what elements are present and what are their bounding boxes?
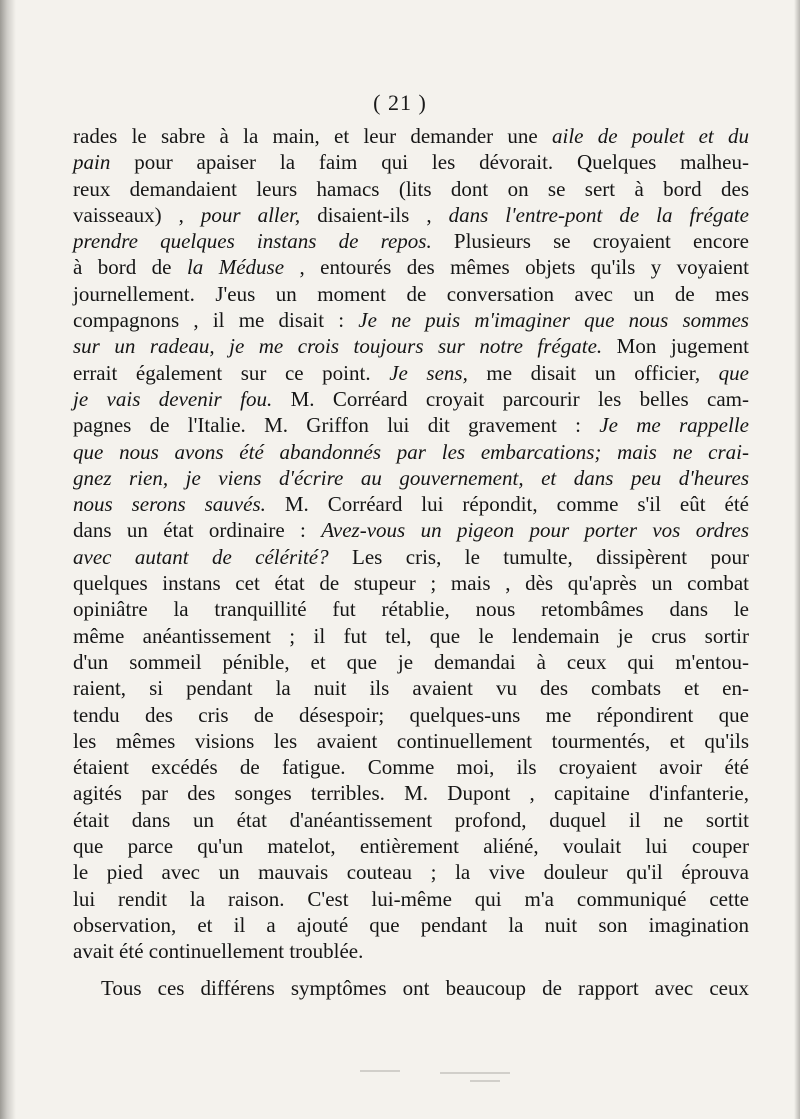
text-line bbox=[73, 833, 749, 859]
text-segment: tendu des cris de désespoir; quelques-uns me répondirent que bbox=[73, 702, 749, 727]
text-segment: me disait un officier, bbox=[467, 360, 719, 385]
text-segment: d'un sommeil pénible, et que je demandai à ceux qui m'entou- bbox=[73, 649, 749, 674]
text-segment: était dans un état d'anéantissement profond, duquel il ne sortit bbox=[73, 807, 749, 832]
text-segment: que parce qu'un matelot, entièrement aliéné, voulait lui couper bbox=[73, 834, 749, 859]
italic-text-segment: Avez-vous un pigeon pour porter vos ordres bbox=[321, 518, 749, 543]
text-segment: à bord de bbox=[73, 255, 187, 280]
text-line bbox=[73, 412, 749, 438]
page-number: ( 21 ) bbox=[373, 90, 427, 115]
text-line bbox=[73, 202, 749, 228]
text-line bbox=[73, 439, 749, 465]
text-segment: pagnes de l'Italie. M. Griffon lui dit gravement : bbox=[73, 413, 600, 438]
text-segment: Mon jugement bbox=[602, 334, 749, 359]
text-line bbox=[73, 728, 749, 754]
text-segment: observation, et il a ajouté que pendant la nuit son imagination bbox=[73, 912, 749, 937]
text-line bbox=[73, 702, 749, 728]
text-segment: journellement. J'eus un moment de conversation avec un de mes bbox=[73, 281, 749, 306]
text-line bbox=[73, 623, 749, 649]
text-segment: , entourés des mêmes objets qu'ils y voyaient bbox=[284, 255, 749, 280]
text-line bbox=[73, 912, 749, 938]
text-segment: même anéantissement ; il fut tel, que le lendemain je crus sortir bbox=[73, 623, 749, 648]
text-segment: pour apaiser la faim qui les dévorait. Quelques malheu- bbox=[110, 150, 749, 175]
text-segment: opiniâtre la tranquillité fut rétablie, nous retombâmes dans le bbox=[73, 597, 749, 622]
text-segment: Plusieurs se croyaient encore bbox=[431, 229, 749, 254]
italic-text-segment: Je ne puis m'imaginer que nous sommes bbox=[358, 308, 749, 333]
text-segment: raient, si pendant la nuit ils avaient vu des combats et en- bbox=[73, 676, 749, 701]
text-segment: dans un état ordinaire : bbox=[73, 518, 322, 543]
italic-text-segment: sur un radeau, je me crois toujours sur notre frégate. bbox=[73, 334, 603, 359]
text-line bbox=[73, 281, 749, 307]
text-line bbox=[73, 780, 749, 806]
text-segment: compagnons , il me disait : bbox=[73, 308, 359, 333]
bleed-through-marks bbox=[300, 1062, 560, 1092]
text-line bbox=[73, 176, 749, 202]
text-segment: errait également sur ce point. bbox=[73, 360, 390, 385]
text-line bbox=[73, 754, 749, 780]
text-line bbox=[73, 570, 749, 596]
text-segment: M. Corréard lui répondit, comme s'il eût été bbox=[265, 492, 749, 517]
text-line bbox=[73, 675, 749, 701]
italic-text-segment: la Méduse bbox=[186, 255, 285, 280]
text-segment: rades le sabre à la main, et leur demander une bbox=[73, 124, 552, 148]
italic-text-segment: aile de poulet et du bbox=[552, 124, 749, 148]
italic-text-segment: gnez rien, je viens d'écrire au gouvernement, et dans peu d'heures bbox=[73, 465, 749, 490]
text-segment: agités par des songes terribles. M. Dupont , capitaine d'infanterie, bbox=[73, 781, 749, 806]
italic-text-segment: pain bbox=[73, 150, 111, 175]
text-line bbox=[73, 465, 749, 491]
text-line bbox=[73, 807, 749, 833]
text-segment: reux demandaient leurs hamacs (lits dont on se sert à bord des bbox=[73, 176, 749, 201]
italic-text-segment: Je me rappelle bbox=[599, 413, 749, 438]
text-line bbox=[73, 307, 749, 333]
italic-text-segment: nous serons sauvés. bbox=[73, 492, 266, 517]
text-line bbox=[73, 360, 749, 386]
italic-text-segment: avec autant de célérité? bbox=[73, 544, 329, 569]
text-line bbox=[73, 491, 749, 517]
text-line bbox=[73, 386, 749, 412]
italic-text-segment: je vais devenir fou. bbox=[73, 386, 273, 411]
page-binding-shadow bbox=[0, 0, 16, 1119]
text-line bbox=[73, 123, 749, 149]
text-segment: lui rendit la raison. C'est lui-même qui m'a communiqué cette bbox=[73, 886, 749, 911]
text-segment: avait été continuellement troublée. bbox=[73, 939, 364, 964]
page-edge-shadow bbox=[794, 0, 800, 1119]
italic-text-segment: dans l'entre-pont de la frégate bbox=[448, 202, 749, 227]
text-segment: disaient-ils , bbox=[300, 202, 449, 227]
text-line bbox=[73, 649, 749, 675]
text-segment: vaisseaux) , bbox=[73, 202, 201, 227]
text-line bbox=[73, 254, 749, 280]
text-segment: étaient excédés de fatigue. Comme moi, ils croyaient avoir été bbox=[73, 755, 749, 780]
text-line bbox=[73, 228, 749, 254]
italic-text-segment: pour aller, bbox=[200, 202, 301, 227]
text-segment: le pied avec un mauvais couteau ; la vive douleur qu'il éprouva bbox=[73, 860, 749, 885]
text-segment: quelques instans cet état de stupeur ; mais , dès qu'après un combat bbox=[73, 571, 749, 596]
text-line bbox=[73, 333, 749, 359]
text-segment: les mêmes visions les avaient continuellement tourmentés, et qu'ils bbox=[73, 728, 749, 753]
text-line bbox=[73, 596, 749, 622]
italic-text-segment: que nous avons été abandonnés par les embarcations; mais ne crai- bbox=[73, 439, 749, 464]
italic-text-segment: Je sens, bbox=[389, 360, 468, 385]
body-text bbox=[73, 123, 749, 1001]
italic-text-segment: prendre quelques instans de repos. bbox=[73, 229, 432, 254]
text-segment: M. Corréard croyait parcourir les belles cam- bbox=[272, 386, 749, 411]
text-line bbox=[73, 938, 749, 964]
text-line bbox=[73, 544, 749, 570]
text-segment: Tous ces différens symptômes ont beaucoup de rapport avec ceux bbox=[101, 975, 749, 1000]
text-line bbox=[73, 149, 749, 175]
italic-text-segment: que bbox=[718, 360, 749, 385]
text-line bbox=[73, 886, 749, 912]
text-line bbox=[73, 975, 749, 1001]
text-segment: Les cris, le tumulte, dissipèrent pour bbox=[328, 544, 749, 569]
text-line bbox=[73, 859, 749, 885]
text-line bbox=[73, 517, 749, 543]
